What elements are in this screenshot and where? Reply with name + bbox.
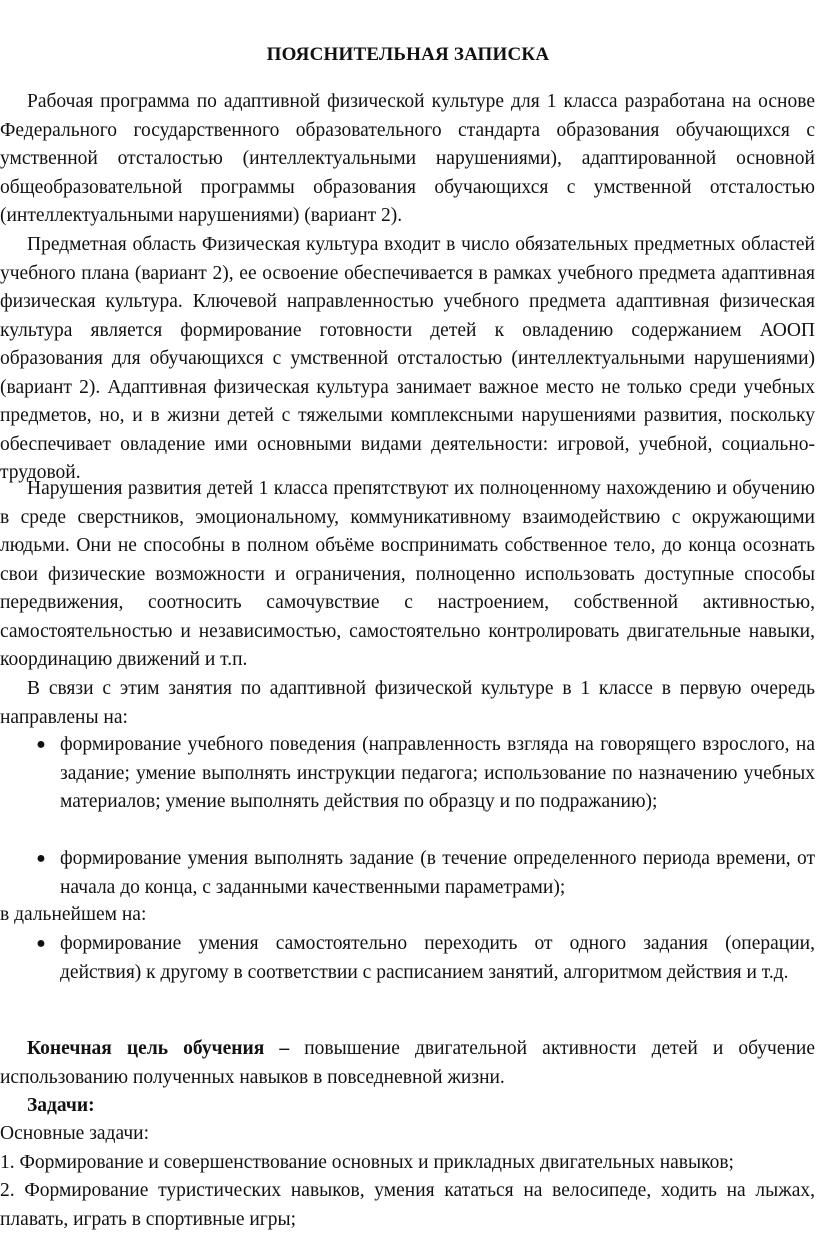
paragraph-later: в дальнейшем на: bbox=[0, 904, 147, 925]
task-item-2: 2. Формирование туристических навыков, умения кататься на велосипеде, ходить на лыжах, плавать, играть в спортивные игры; bbox=[0, 1180, 815, 1230]
paragraph-intro: Рабочая программа по адаптивной физической культуре для 1 класса разработана на основе Федерального государственного образовательного стандарта образования обучающихся с умственной отсталостью (интеллектуальными нарушениями), адаптированной основной общеобразовательной программы образования обучающихся с умственной отсталостью (интеллектуальными нарушениями) (вариант 2). bbox=[0, 91, 815, 226]
tasks-label: Задачи: bbox=[27, 1095, 95, 1116]
paragraph-impairments: Нарушения развития детей 1 класса препятствуют их полноценному нахождению и обучению в среде сверстников, эмоциональному, коммуникативному взаимодействию с окружающими людьми. Они не способны в полном объёме воспринимать собственное тело, до конца осознать свои физические возможности и ограничения, полноценно использовать доступные способы передвижения, соотносить самочувствие с настроением, собственной активностью, самостоятельностью и независимостью, самостоятельно контролировать двигательные навыки, координацию движений и т.п. bbox=[0, 478, 815, 670]
tasks-heading bbox=[0, 1092, 815, 1121]
bullet-text: формирование умения самостоятельно переходить от одного задания (операции, действия) к другому в соответствии с расписанием занятий, алгоритмом действия и т.д. bbox=[60, 933, 815, 983]
task-item-1: 1. Формирование и совершенствование основных и прикладных двигательных навыков; bbox=[0, 1152, 734, 1173]
bullet-icon: ● bbox=[36, 935, 46, 952]
goal-text: повышение двигательной активности детей и обучение использованию полученных навыков в повседневной жизни. bbox=[0, 1038, 815, 1088]
list-item bbox=[36, 845, 815, 902]
paragraph-directions: В связи с этим занятия по адаптивной физической культуре в 1 классе в первую очередь направлены на: bbox=[0, 678, 815, 728]
main-tasks-label: Основные задачи: bbox=[0, 1123, 150, 1144]
bullet-text: формирование умения выполнять задание (в течение определенного периода времени, от начала до конца, с заданными качественными параметрами); bbox=[60, 848, 815, 898]
paragraph-goal bbox=[0, 1035, 815, 1092]
paragraph-subject-area: Предметная область Физическая культура входит в число обязательных предметных областей учебного плана (вариант 2), ее освоение обеспечивается в рамках учебного предмета адаптивная физическая культура. Ключевой направленностью учебного предмета адаптивная физическая культура является формирование готовности детей к овладению содержанием АООП образования для обучающихся с умственной отсталостью (интеллектуальными нарушениями) (вариант 2). Адаптивная физическая культура занимает важное место не только среди учебных предметов, но, и в жизни детей с тяжелыми комплексными нарушениями развития, поскольку обеспечивает овладение ими основными видами деятельности: игровой, учебной, социально-трудовой. bbox=[0, 234, 815, 483]
bullet-text: формирование учебного поведения (направленность взгляда на говорящего взрослого, на задание; умение выполнять инструкции педагога; использование по назначению учебных материалов; умение выполнять действия по образцу и по подражанию); bbox=[60, 734, 815, 812]
list-item bbox=[36, 731, 815, 817]
list-item bbox=[36, 930, 815, 987]
bullet-icon: ● bbox=[36, 850, 46, 867]
goal-label: Конечная цель обучения – bbox=[27, 1038, 290, 1059]
document-title: ПОЯСНИТЕЛЬНАЯ ЗАПИСКА bbox=[266, 44, 550, 65]
bullet-icon: ● bbox=[36, 736, 46, 753]
